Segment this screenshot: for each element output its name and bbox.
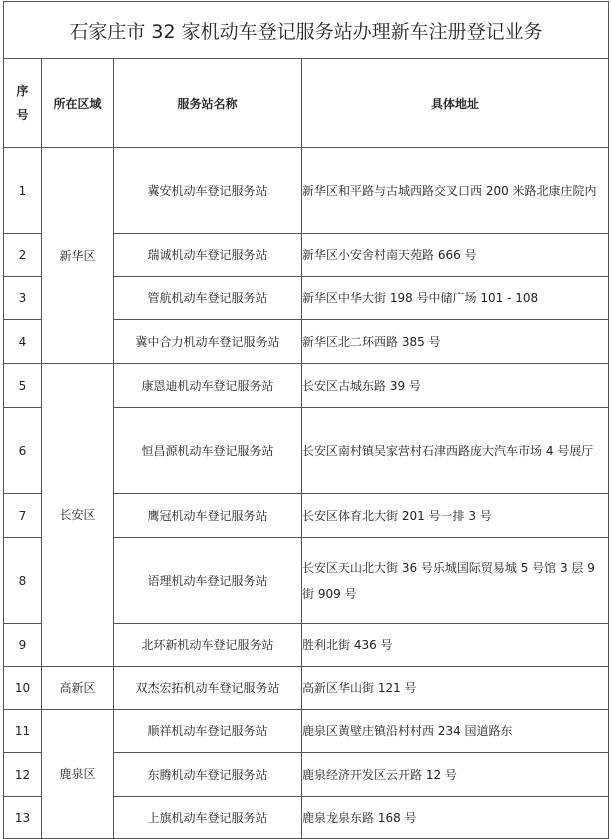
station-address: 新华区中华大街 198 号中储广场 101 - 108 bbox=[302, 277, 609, 320]
row-number: 8 bbox=[4, 538, 42, 624]
district-cell: 长安区 bbox=[42, 364, 114, 667]
station-address: 长安区南村镇吴家营村石津西路庞大汽车市场 4 号展厅 bbox=[302, 408, 609, 494]
header-station: 服务站名称 bbox=[114, 59, 302, 148]
station-name: 恒昌源机动车登记服务站 bbox=[114, 408, 302, 494]
station-address: 高新区华山街 121 号 bbox=[302, 667, 609, 710]
row-number: 1 bbox=[4, 148, 42, 234]
station-address: 新华区和平路与古城西路交叉口西 200 米路北康庄院内 bbox=[302, 148, 609, 234]
district-cell: 高新区 bbox=[42, 667, 114, 710]
station-name: 康恩迪机动车登记服务站 bbox=[114, 364, 302, 408]
station-name: 语理机动车登记服务站 bbox=[114, 538, 302, 624]
table-row bbox=[4, 148, 609, 234]
station-name: 鹰冠机动车登记服务站 bbox=[114, 494, 302, 538]
district-cell: 鹿泉区 bbox=[42, 710, 114, 839]
station-address: 胜利北街 436 号 bbox=[302, 624, 609, 667]
row-number: 2 bbox=[4, 234, 42, 277]
station-address: 长安区体育北大街 201 号一排 3 号 bbox=[302, 494, 609, 538]
header-seq-line1: 序 bbox=[16, 84, 29, 98]
header-row bbox=[4, 59, 609, 148]
row-number: 12 bbox=[4, 753, 42, 797]
station-name: 顺祥机动车登记服务站 bbox=[114, 710, 302, 753]
station-name: 双杰宏拓机动车登记服务站 bbox=[114, 667, 302, 710]
station-address: 鹿泉区黄壁庄镇沿村村西 234 国道路东 bbox=[302, 710, 609, 753]
station-name: 冀中合力机动车登记服务站 bbox=[114, 320, 302, 364]
table-row bbox=[4, 710, 609, 753]
header-seq-line2: 号 bbox=[16, 108, 29, 122]
row-number: 5 bbox=[4, 364, 42, 408]
station-name: 上旗机动车登记服务站 bbox=[114, 797, 302, 839]
station-address: 鹿泉龙泉东路 168 号 bbox=[302, 797, 609, 839]
station-address: 长安区古城东路 39 号 bbox=[302, 364, 609, 408]
title-row bbox=[4, 2, 609, 59]
header-district: 所在区域 bbox=[42, 59, 114, 148]
station-name: 东腾机动车登记服务站 bbox=[114, 753, 302, 797]
row-number: 9 bbox=[4, 624, 42, 667]
station-name: 北环新机动车登记服务站 bbox=[114, 624, 302, 667]
row-number: 11 bbox=[4, 710, 42, 753]
table-row bbox=[4, 364, 609, 408]
table-row bbox=[4, 667, 609, 710]
row-number: 4 bbox=[4, 320, 42, 364]
table-title: 石家庄市 32 家机动车登记服务站办理新车注册登记业务 bbox=[4, 2, 609, 59]
row-number: 3 bbox=[4, 277, 42, 320]
station-address: 鹿泉经济开发区云开路 12 号 bbox=[302, 753, 609, 797]
header-address: 具体地址 bbox=[302, 59, 609, 148]
header-seq bbox=[4, 59, 42, 148]
station-address: 长安区天山北大街 36 号乐城国际贸易城 5 号馆 3 层 9 街 909 号 bbox=[302, 538, 609, 624]
row-number: 13 bbox=[4, 797, 42, 839]
district-cell: 新华区 bbox=[42, 148, 114, 364]
registration-table bbox=[3, 1, 609, 839]
station-name: 冀安机动车登记服务站 bbox=[114, 148, 302, 234]
row-number: 6 bbox=[4, 408, 42, 494]
station-address: 新华区北二环西路 385 号 bbox=[302, 320, 609, 364]
row-number: 10 bbox=[4, 667, 42, 710]
station-address: 新华区小安舍村南天苑路 666 号 bbox=[302, 234, 609, 277]
station-name: 管航机动车登记服务站 bbox=[114, 277, 302, 320]
row-number: 7 bbox=[4, 494, 42, 538]
station-name: 瑞诚机动车登记服务站 bbox=[114, 234, 302, 277]
